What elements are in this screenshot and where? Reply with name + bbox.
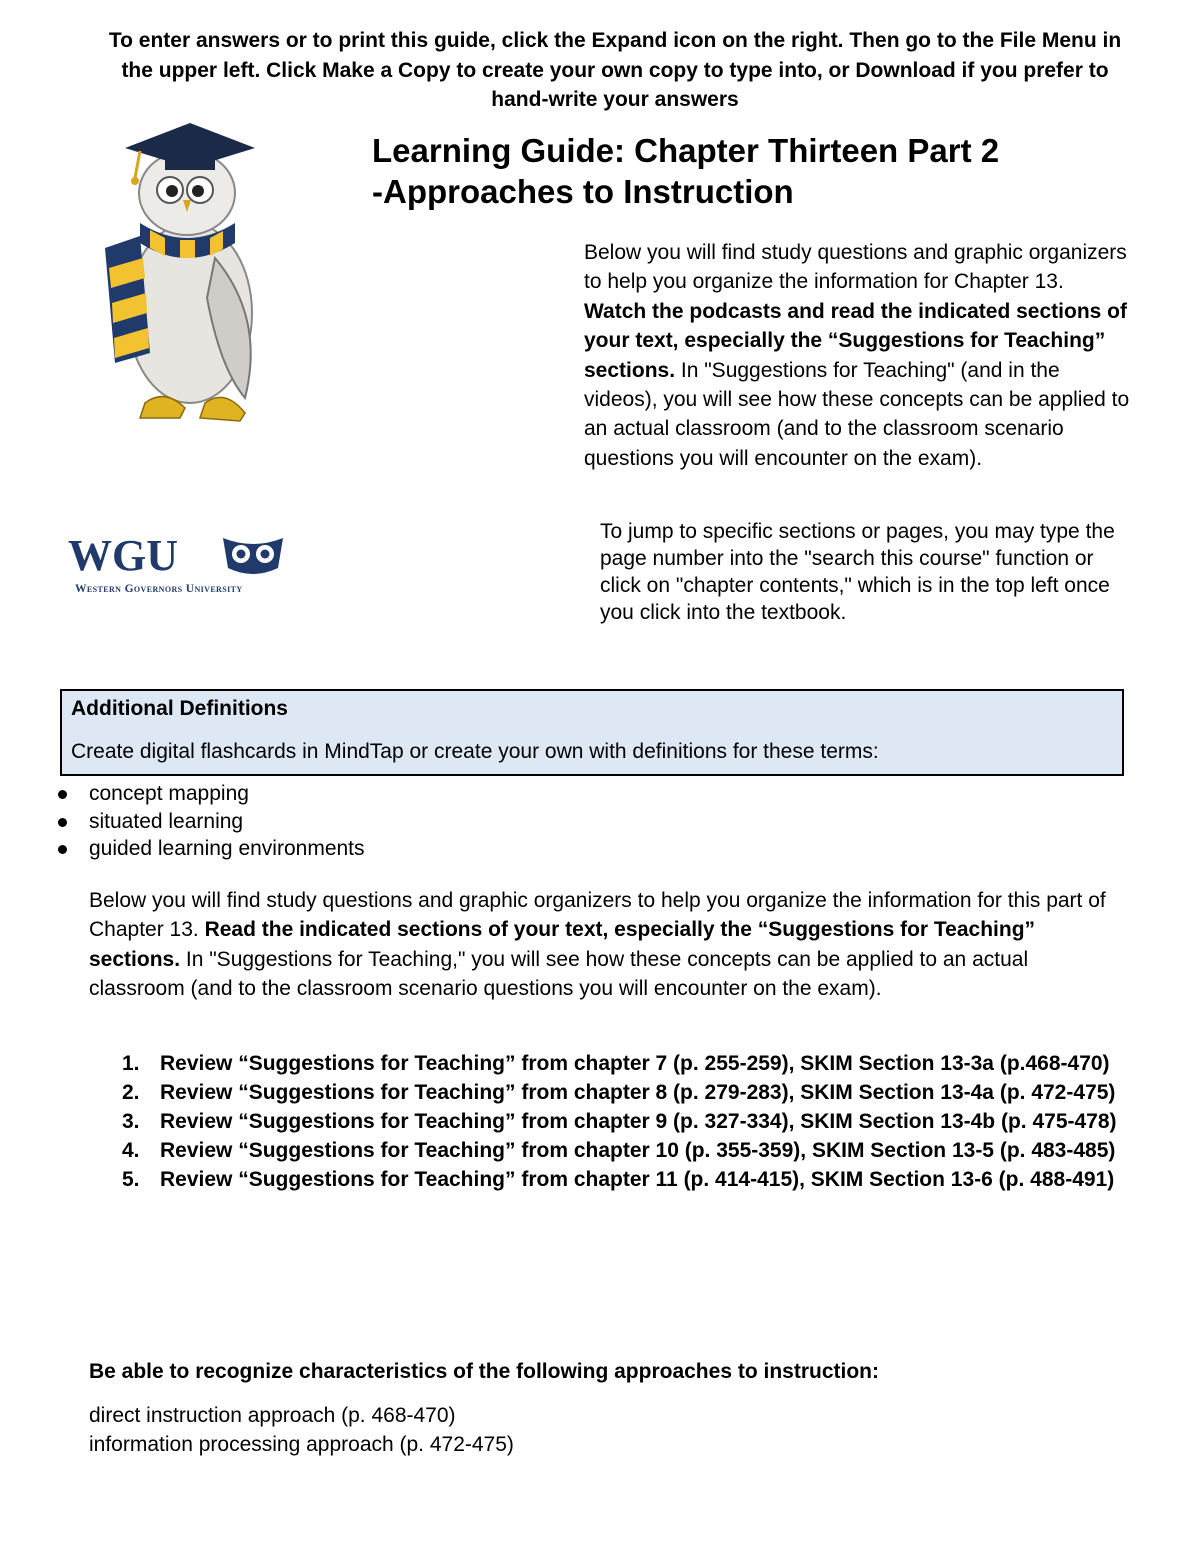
bullet-icon [58,818,67,827]
top-instructions: To enter answers or to print this guide, click the Expand icon on the right. Then go to the File Menu in the upper left. Click Make a Copy to create your own copy to type into, or Download if you prefer to hand-write your answers [108,29,1122,111]
intro-text-before: Below you will find study questions and graphic organizers to help you organize the information for Chapter 13. [584,241,1127,294]
wgu-subtitle: Western Governors University [75,583,243,595]
list-item [89,1078,1134,1107]
additional-definitions-box [60,689,1124,776]
item-number: 1. [122,1052,140,1075]
item-text: Review “Suggestions for Teaching” from chapter 9 (p. 327-334), SKIM Section 13-4b (p. 475-478) [160,1110,1117,1133]
intro-paragraph [300,238,1130,473]
title-line-2: -Approaches to Instruction [372,173,794,210]
owl-mascot-image [95,118,275,428]
item-number: 2. [122,1081,140,1104]
study-paragraph [89,886,1129,1004]
item-number: 4. [122,1139,140,1162]
wgu-logo [68,530,290,600]
item-number: 5. [122,1168,140,1191]
bullet-icon [58,845,67,854]
term-text: situated learning [89,809,244,833]
study-text-after: In "Suggestions for Teaching," you will see how these concepts can be applied to an actual classroom (and to the classroom scenario questions you will encounter on the exam). [89,947,1029,1001]
wgu-wordmark: WGU [68,531,178,580]
wgu-logo-graphic [68,530,290,600]
approach-item: information processing approach (p. 472-475) [89,1433,514,1456]
approaches-list [89,1401,1129,1459]
list-item [54,835,754,863]
definitions-title: Additional Definitions [71,697,288,720]
intro-text-bold: Watch the podcasts and read the indicated sections of your text, especially the “Suggestions for Teaching” sections. [584,299,1127,382]
item-text: Review “Suggestions for Teaching” from chapter 7 (p. 255-259), SKIM Section 13-3a (p.468-470) [160,1052,1110,1075]
item-text: Review “Suggestions for Teaching” from chapter 8 (p. 279-283), SKIM Section 13-4a (p. 472-475) [160,1081,1116,1104]
list-item [54,808,754,836]
term-text: guided learning environments [89,837,365,860]
list-item [89,1107,1134,1136]
list-item [89,1049,1134,1078]
term-text: concept mapping [89,782,249,805]
item-text: Review “Suggestions for Teaching” from chapter 10 (p. 355-359), SKIM Section 13-5 (p. 483-485) [160,1139,1116,1162]
intro-text-after: In "Suggestions for Teaching" (and in the videos), you will see how these concepts can be applied to an actual classroom (and to the classroom scenario questions you will encounter on the exam). [584,358,1130,470]
study-text-before: Below you will find study questions and graphic organizers to help you organize the information for this part of Chapter 13. [89,889,1106,942]
list-item [89,1136,1134,1165]
page-title [372,130,1112,212]
list-item [54,780,754,808]
review-list [89,1049,1134,1194]
item-text: Review “Suggestions for Teaching” from chapter 11 (p. 414-415), SKIM Section 13-6 (p. 488-491) [160,1168,1115,1191]
item-number: 3. [122,1110,140,1133]
study-text-bold: Read the indicated sections of your text, especially the “Suggestions for Teaching” sections. [89,918,1036,971]
terms-list [54,780,754,863]
title-line-1: Learning Guide: Chapter Thirteen Part 2 [372,132,1000,169]
list-item [89,1165,1134,1194]
recognize-heading: Be able to recognize characteristics of the following approaches to instruction: [89,1360,879,1383]
definitions-instruction: Create digital flashcards in MindTap or create your own with definitions for these terms: [71,740,879,763]
jump-instructions: To jump to specific sections or pages, you may type the page number into the "search this course" function or click on "chapter contents," which is in the top left once you click into the textbook. [600,520,1115,624]
bullet-icon [58,790,67,799]
approach-item: direct instruction approach (p. 468-470) [89,1404,456,1427]
